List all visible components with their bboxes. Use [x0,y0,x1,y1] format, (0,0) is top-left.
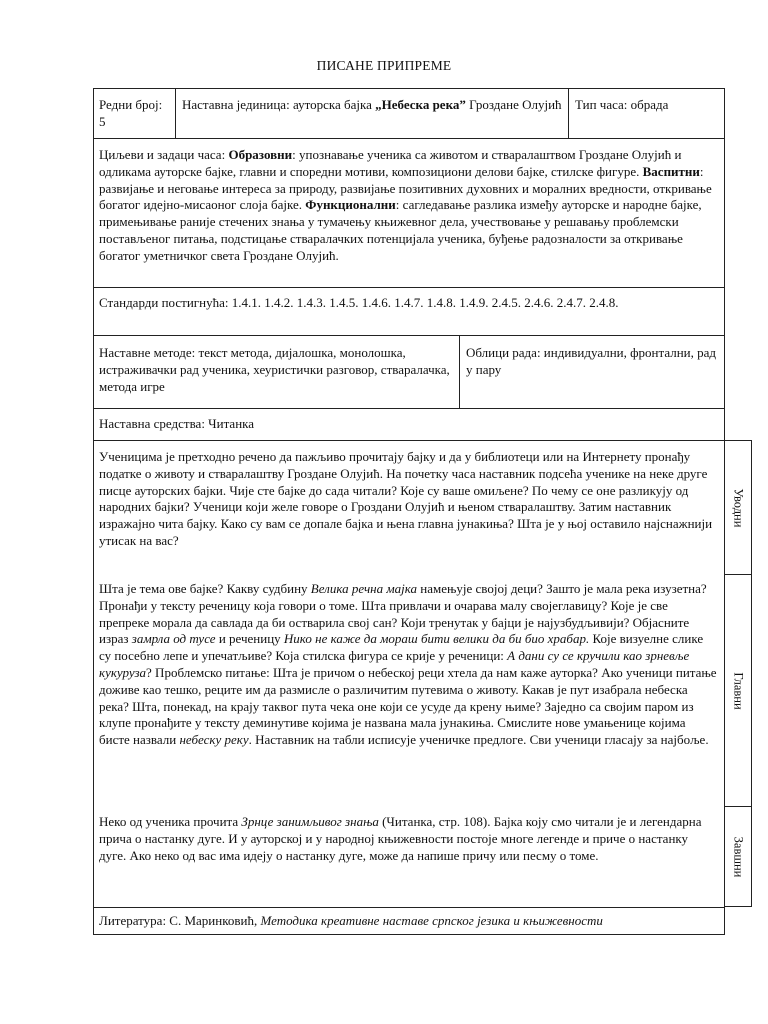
goals-upb-text: : развијање и неговање интереса за природу, развијање позитивних духовних и моралних вредности, откривање богатог идејно-мисаоног слоја бајке. [99,163,712,213]
lesson-number: 5 [99,113,106,129]
main-text-3: и реченицу [215,631,284,647]
main-italic-5: небеску реку [179,732,249,748]
main-text-2: намењује својој деци? Зашто је мала река изузетна? Пронађи у тексту реченицу која говори о томе. Шта привлачи и очарава малу својеглавицу? Које је све препреке морала да савлада да би остварила свој сан? Који тренутак у бајци је најузбудљивији? Објасните израз [99,581,707,647]
lesson-number-cell [93,88,175,138]
goals-intro: Циљеви и задаци часа: [99,147,226,162]
main-italic-1: Велика речна мајка [310,581,418,596]
side-label-intro-text: Уводни [731,488,746,527]
main-italic-2: замрла од тусе [131,631,216,647]
unit-author: Гроздане Олујић [469,97,562,112]
methods-cell: Наставне методе: текст метода, дијалошка, монолошка, истраживачки рад ученика, хеуристички разговор, стваралачка, метода игре [99,345,450,394]
class-type-cell: Тип часа: обрада [575,97,669,112]
goals-func-label: Функционални [305,197,396,213]
resources-cell: Наставна средства: Читанка [99,416,255,431]
main-italic-3: Нико не каже да мораш бити велики да би био храбар. [283,631,590,647]
unit-title: „Небеска река” [375,97,466,112]
unit-text: ауторска бајка [292,97,372,112]
side-label-intro [725,440,752,575]
final-section-text [93,807,725,907]
main-text-5: ? Проблемско питање: Шта је причом о небеској реци хтела да нам каже ауторка? Ако ученици питање доживе као тешко, реците им да размисле о различитим путевима о животу. Какав је пут изабрала небеска река? Шта, понекад, на крају таквог пута чека оне који се усуде да крену њиме? Заједно са својим паром из клупе пронађите у тексту деминутиве којима је названа мала јунакиња. Смислите нове умањенице којима бисте назвали [99,664,717,748]
side-label-main-text: Главни [731,671,746,710]
side-label-final [725,807,752,907]
goals-edu-text: : упознавање ученика са животом и стваралаштвом Гроздане Олујић и одликама ауторске бајке, главни и споредни мотиви, композициони делови бајке, стилске фигуре. [99,147,682,179]
main-section-text [93,575,725,807]
side-label-main [725,575,752,807]
side-label-final-text: Завшни [731,836,746,877]
goals-upb-label: Васпитни [642,163,700,179]
unit-cell [176,88,568,138]
goals-cell [93,138,725,287]
final-text-2: (Читанка, стр. 108). Бајка коју смо читали је и легендарна прича о настанку дуге. И у ауторској и у народној књижевности постоје многе легенде и приче о настанку дуге. Ако неко од вас има идеју о настанку дуге, може да напише причу или песму о томе. [99,814,702,863]
unit-label: Наставна јединица: [182,97,290,112]
goals-edu-label: Образовни [228,147,293,162]
main-text-6: . Наставник на табли исписује ученичке предлоге. Сви ученици гласају за најбоље. [248,732,709,748]
literature-cell [93,907,725,935]
final-italic-1: Зрнце занимљивог знања [241,814,379,829]
standards-cell: Стандарди постигнућа: 1.4.1. 1.4.2. 1.4.3. 1.4.5. 1.4.6. 1.4.7. 1.4.8. 1.4.9. 2.4.5. 2.4.6. 2.4.7. 2.4.8. [99,295,619,310]
literature-label: Литература: С. Маринковић, [99,913,261,928]
work-forms-cell: Облици рада: индивидуални, фронтални, рад у пару [466,345,717,377]
intro-section-text: Ученицима је претходно речено да пажљиво прочитају бајку и да у библиотеци или на Интернету пронађу податке о животу и стваралаштву Гроздане Олујић. На почетку часа наставник подсећа ученике на неке друге писце ауторских бајки. Чије сте бајке до сада читали? Које су ваше омиљене? По чему се оне разликују од народних бајки? Ученици који желе говоре о Гроздани Олујић и њеном стваралаштву. Затим наставник изражајно чита бајку. Како су вам се допале бајка и њена главна јунакиња? Шта је у њој оставило најснажнији утисак на вас? [99,449,713,548]
main-italic-4: А дани су се кручили као зрневље кукуруза [99,648,690,680]
page-title: ПИСАНЕ ПРИПРЕМЕ [316,58,452,73]
lesson-number-label: Редни број: [99,97,163,112]
goals-func-text: : сагледавање разлика између ауторске и народне бајке, примењивање раније стечених знања у тумачењу књижевног дела, учествовање у решавању проблемски постављеног питања, подстицање стваралачких потенцијала ученика, буђење радозналости за откривање богатог уметничког света Гроздане Олујић. [99,197,702,263]
main-text-4: Које визуелне слике су посебно лепе и упечатљиве? Која стилска фигура се крије у реченици: [99,631,704,664]
literature-title: Методика креативне наставе српског језика и књижевности [260,913,603,928]
final-text-1: Неко од ученика прочита [99,814,242,829]
main-text-1: Шта је тема ове бајке? Какву судбину [99,581,311,596]
